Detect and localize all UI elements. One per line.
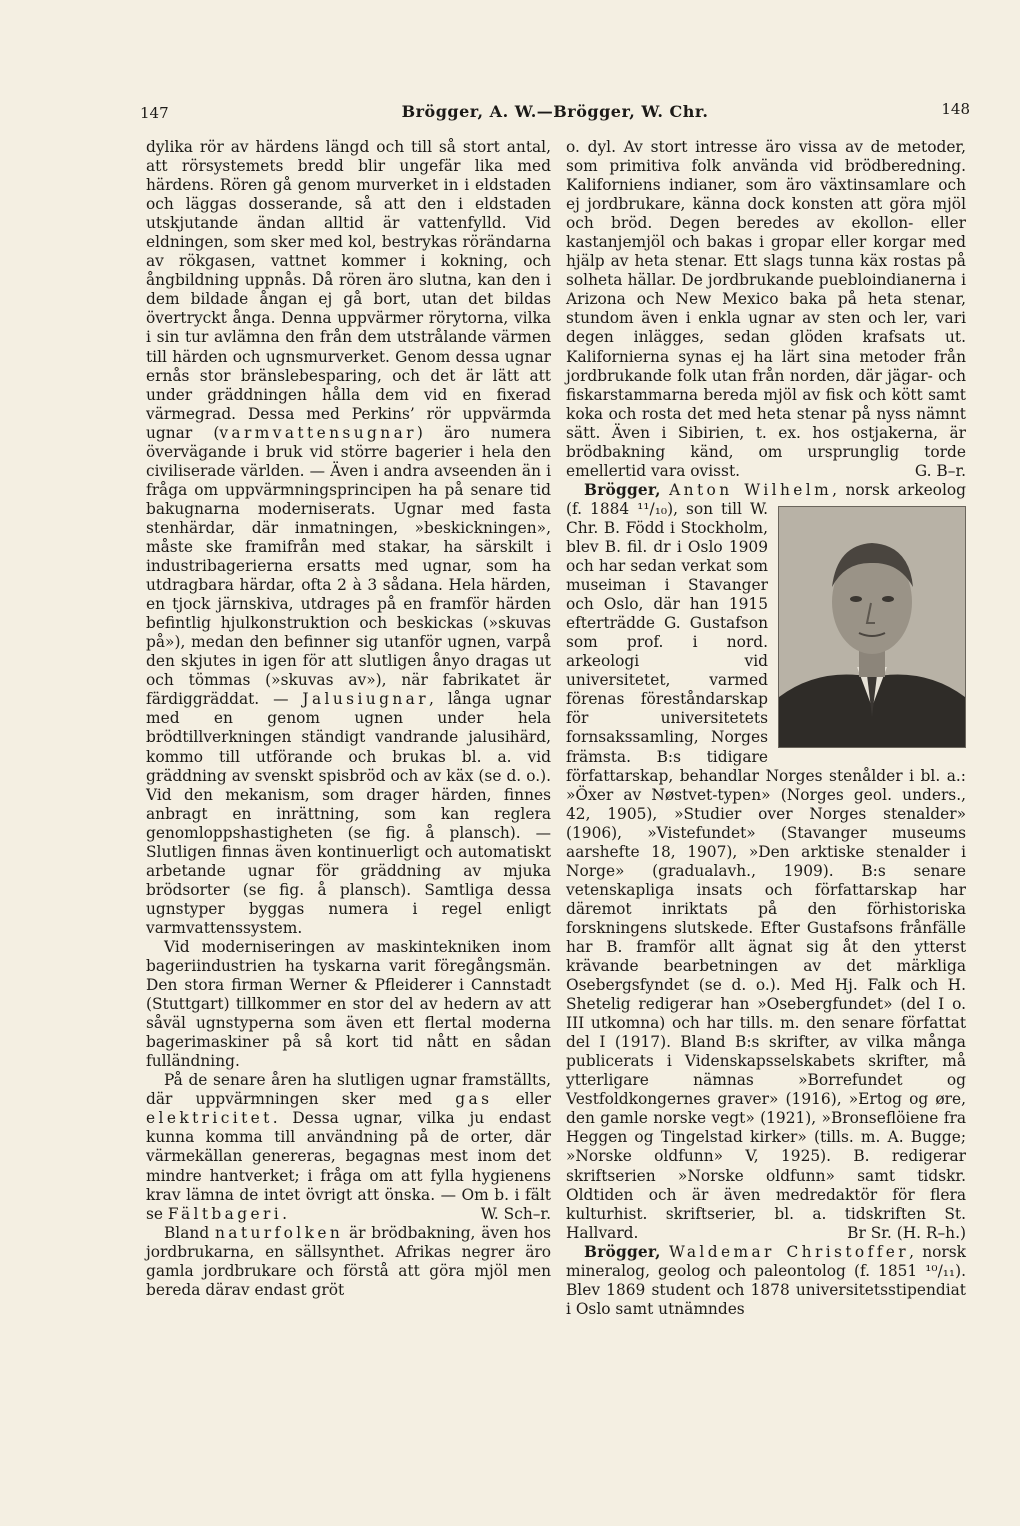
term-elektricitet: elektricitet [146,1109,273,1128]
paragraph-gas-electric: På de senare åren ha slutligen ugnar framställts, där uppvärmningen sker med gas eller elektricitet. Dessa ugnar, vilka ju endast kunna komma till användning på de orter, där värmekällan genereras, begagnas mest inom det mindre hantverket; i fråga om att fylla hygienens krav lämna de intet övrigt att önska. — Om b. i fält se Fältbageri. W. Sch–r. [146,1071,551,1223]
running-head: Brögger, A. W.—Brögger, W. Chr. [401,102,709,121]
page-number-right: 148 [941,100,970,118]
signature-brsr: Br Sr. (H. R–h.) [847,1223,966,1242]
portrait-svg [779,507,965,747]
signature-wschr: W. Sch–r. [480,1204,551,1223]
signature-gbr: G. B–r. [914,461,966,480]
term-gas: gas [455,1090,493,1109]
paragraph-ovens: dylika rör av härdens längd och till så stort antal, att rörsystemets bredd blir ungefär lika med härdens. Rören gå genom murverket in i eldstaden och läggas dosserande, så att den i eldstaden utskjutande ändan alltid är vattenfylld. Vid eldningen, som sker med kol, bestrykas rörändarna av rökgasen, vattnet kommer i kokning, och ångbildning uppnås. Då rören äro slutna, kan den i dem bildade ångan ej gå bort, utan det bildas övertryckt ånga. Denna uppvärmer rörytorna, vilka i sin tur avlämna den från dem utstrålande värmen till härden och ugnsmurverket. Genom dessa ugnar ernås stor bränslebesparing, och det är lätt att under gräddningen hålla dem vid en fixerad värmegrad. Dessa med Perkins’ rör uppvärmda ugnar (varmvattensugnar) äro numera övervägande i bruk vid större bagerier i hela den civiliserade världen. — Även i andra avseenden än i fråga om uppvärmningsprincipen ha på senare tid bakugnarna moderniserats. Ugnar med fasta stenhärdar, där inmatningen, »beskickningen», måste ske framifrån med stakar, ha särskilt i industribagerierna ersatts med ugnar, som ha utdragbara härdar, ofta 2 à 3 sådana. Hela härden, en tjock järnskiva, utdrages på en framför härden befintlig hjulkonstruktion och beskickas (»skuvas på»), medan den befinner sig utanför ugnen, varpå den skjutes in igen för att slutligen ånyo dragas ut och tömmas (»skuvas av»), när fabrikatet är färdiggräddat. — Jalusiugnar, långa ugnar med en genom ugnen under hela brödtillverkningen ständigt vandrande jalusihärd, kommo till utförande och brukas bl. a. vid gräddning av svenskt spisbröd och av käx (se d. o.). Vid den mekanism, som drager härden, finnes anbragt en inrättning, som kan reglera genomloppshastigheten (se fig. å plansch). — Slutligen finnas även kontinuerligt och automatiskt arbetande ugnar för gräddning av mjuka brödsorter (se fig. å plansch). Samtliga dessa ugnstyper byggas numera i regel enligt varmvattenssystem. [146,138,551,937]
left-column [146,138,551,1300]
page-header [140,100,970,126]
entry-brogger-anton-wilhelm: Brögger, Anton Wilhelm , norsk arkeolog (f. 1884 ¹¹/₁₀), son till W. Chr. B. Född i Stockholm, blev B. fil. dr i Oslo 1909 och har sedan verkat som museiman i Stavanger och Oslo, där han 1915 efterträdde G. Gustafson som prof. i nord. arkeologi vid universitetet, varmed förenas föreståndarskap för universitetets fornsakssamling, Norges främsta. B:s tidigare författarskap, behandlar Norges stenålder i bl. a.: »Öxer av Nøstvet-typen» (Norges geol. unders., 42, 1905), »Studier over Norges stenalder» (1906), »Vistefundet» (Stavanger museums aarshefte 18, 1907), »Den arktiske stenalder i Norge» (gradualavh., 1909). B:s senare vetenskapliga insats och författarskap har däremot inriktats på den förhistoriska forskningens slutskede. Efter Gustafsons frånfälle har B. framför allt ägnat sig åt den ytterst krävande bearbetningen av det märkliga Osebergsfyndet (se d. o.). Med Hj. Falk och H. Shetelig redigerar han »Osebergfundet» (del I o. III utkomna) och har tills. m. den senare författat del I (1917). Bland B:s skrifter, av vilka många publicerats i Videnskapsselskabets skrifter, må ytterligare nämnas »Borrefundet og Vestfoldkongernes graver» (1916), »Ertog og øre, den gamle norske vegt» (1921), »Bronseflöiene fra Heggen og Tingelstad kirker» (tills. m. A. Bugge; »Norske oldfunn» V, 1925). B. redigerar skriftserien »Norske oldfunn» samt tidskr. Oldtiden och är även medredaktör för flera kulturhist. skriftserier, bl. a. tidskriften St. Hallvard. Br Sr. (H. R–h.) [566,480,966,1242]
right-column [566,138,966,1319]
term-jalusiugnar: Jalusiugnar [302,690,430,709]
portrait-photo [778,506,966,748]
entry-brogger-waldemar: Brögger, Waldemar Christoffer, norsk mineralog, geolog och paleontolog (f. 1851 ¹⁰/₁₁). Blev 1869 student och 1878 universitetsstipendiat i Oslo samt utnämndes [566,1242,966,1318]
entry-name: Brögger, [584,1242,661,1261]
entry-given-names: Waldemar Christoffer [668,1242,910,1261]
page-number-left: 147 [140,104,169,122]
paragraph-modernisation: Vid moderniseringen av maskintekniken inom bageriindustrien ha tyskarna varit föregångsmän. Den stora firman Werner & Pfleiderer i Cannstadt (Stuttgart) tillkommer en stor del av hedern av att såväl ugnstyperna som även ett flertal moderna bagerimaskiner på så kort tid nått en sådan fulländning. [146,937,551,1071]
term-naturfolken: naturfolken [214,1223,344,1242]
term-faltbageri: Fältbageri [167,1204,283,1223]
entry-name: Brögger, [584,480,661,499]
term-varmvattensugnar: varmvattensugnar [219,423,417,442]
entry-given-names: Anton Wilhelm [669,480,833,499]
paragraph-naturfolken: Bland naturfolken är brödbakning, även hos jordbrukarna, en sällsynthet. Afrikas negrer äro gamla jordbrukare och förstå att göra mjöl men bereda därav endast gröt [146,1223,551,1299]
paragraph-primitive-baking: o. dyl. Av stort intresse äro vissa av de metoder, som primitiva folk använda vid brödberedning. Kaliforniens indianer, som äro växtinsamlare och ej jordbrukare, känna dock konsten att göra mjöl och bröd. Degen beredes av ekollon- eller kastanjemjöl och bakas i gropar eller korgar med hjälp av heta stenar. Ett slags tunna käx rostas på solheta hällar. De jordbrukande puebloindianerna i Arizona och New Mexico baka på heta stenar, stundom även i enkla ugnar av sten och ler, vari degen inlägges, sedan glöden krafsats ut. Kalifornierna synas ej ha lärt sina metoder från jordbrukande folk utan från norden, där jägar- och fiskarstammarna bereda mjöl av fisk och kött samt koka och rosta det med heta stenar på nyss nämnt sätt. Även i Sibirien, t. ex. hos ostjakerna, är brödbakning känd, om ursprunglig torde emellertid vara ovisst. G. B–r. [566,138,966,480]
